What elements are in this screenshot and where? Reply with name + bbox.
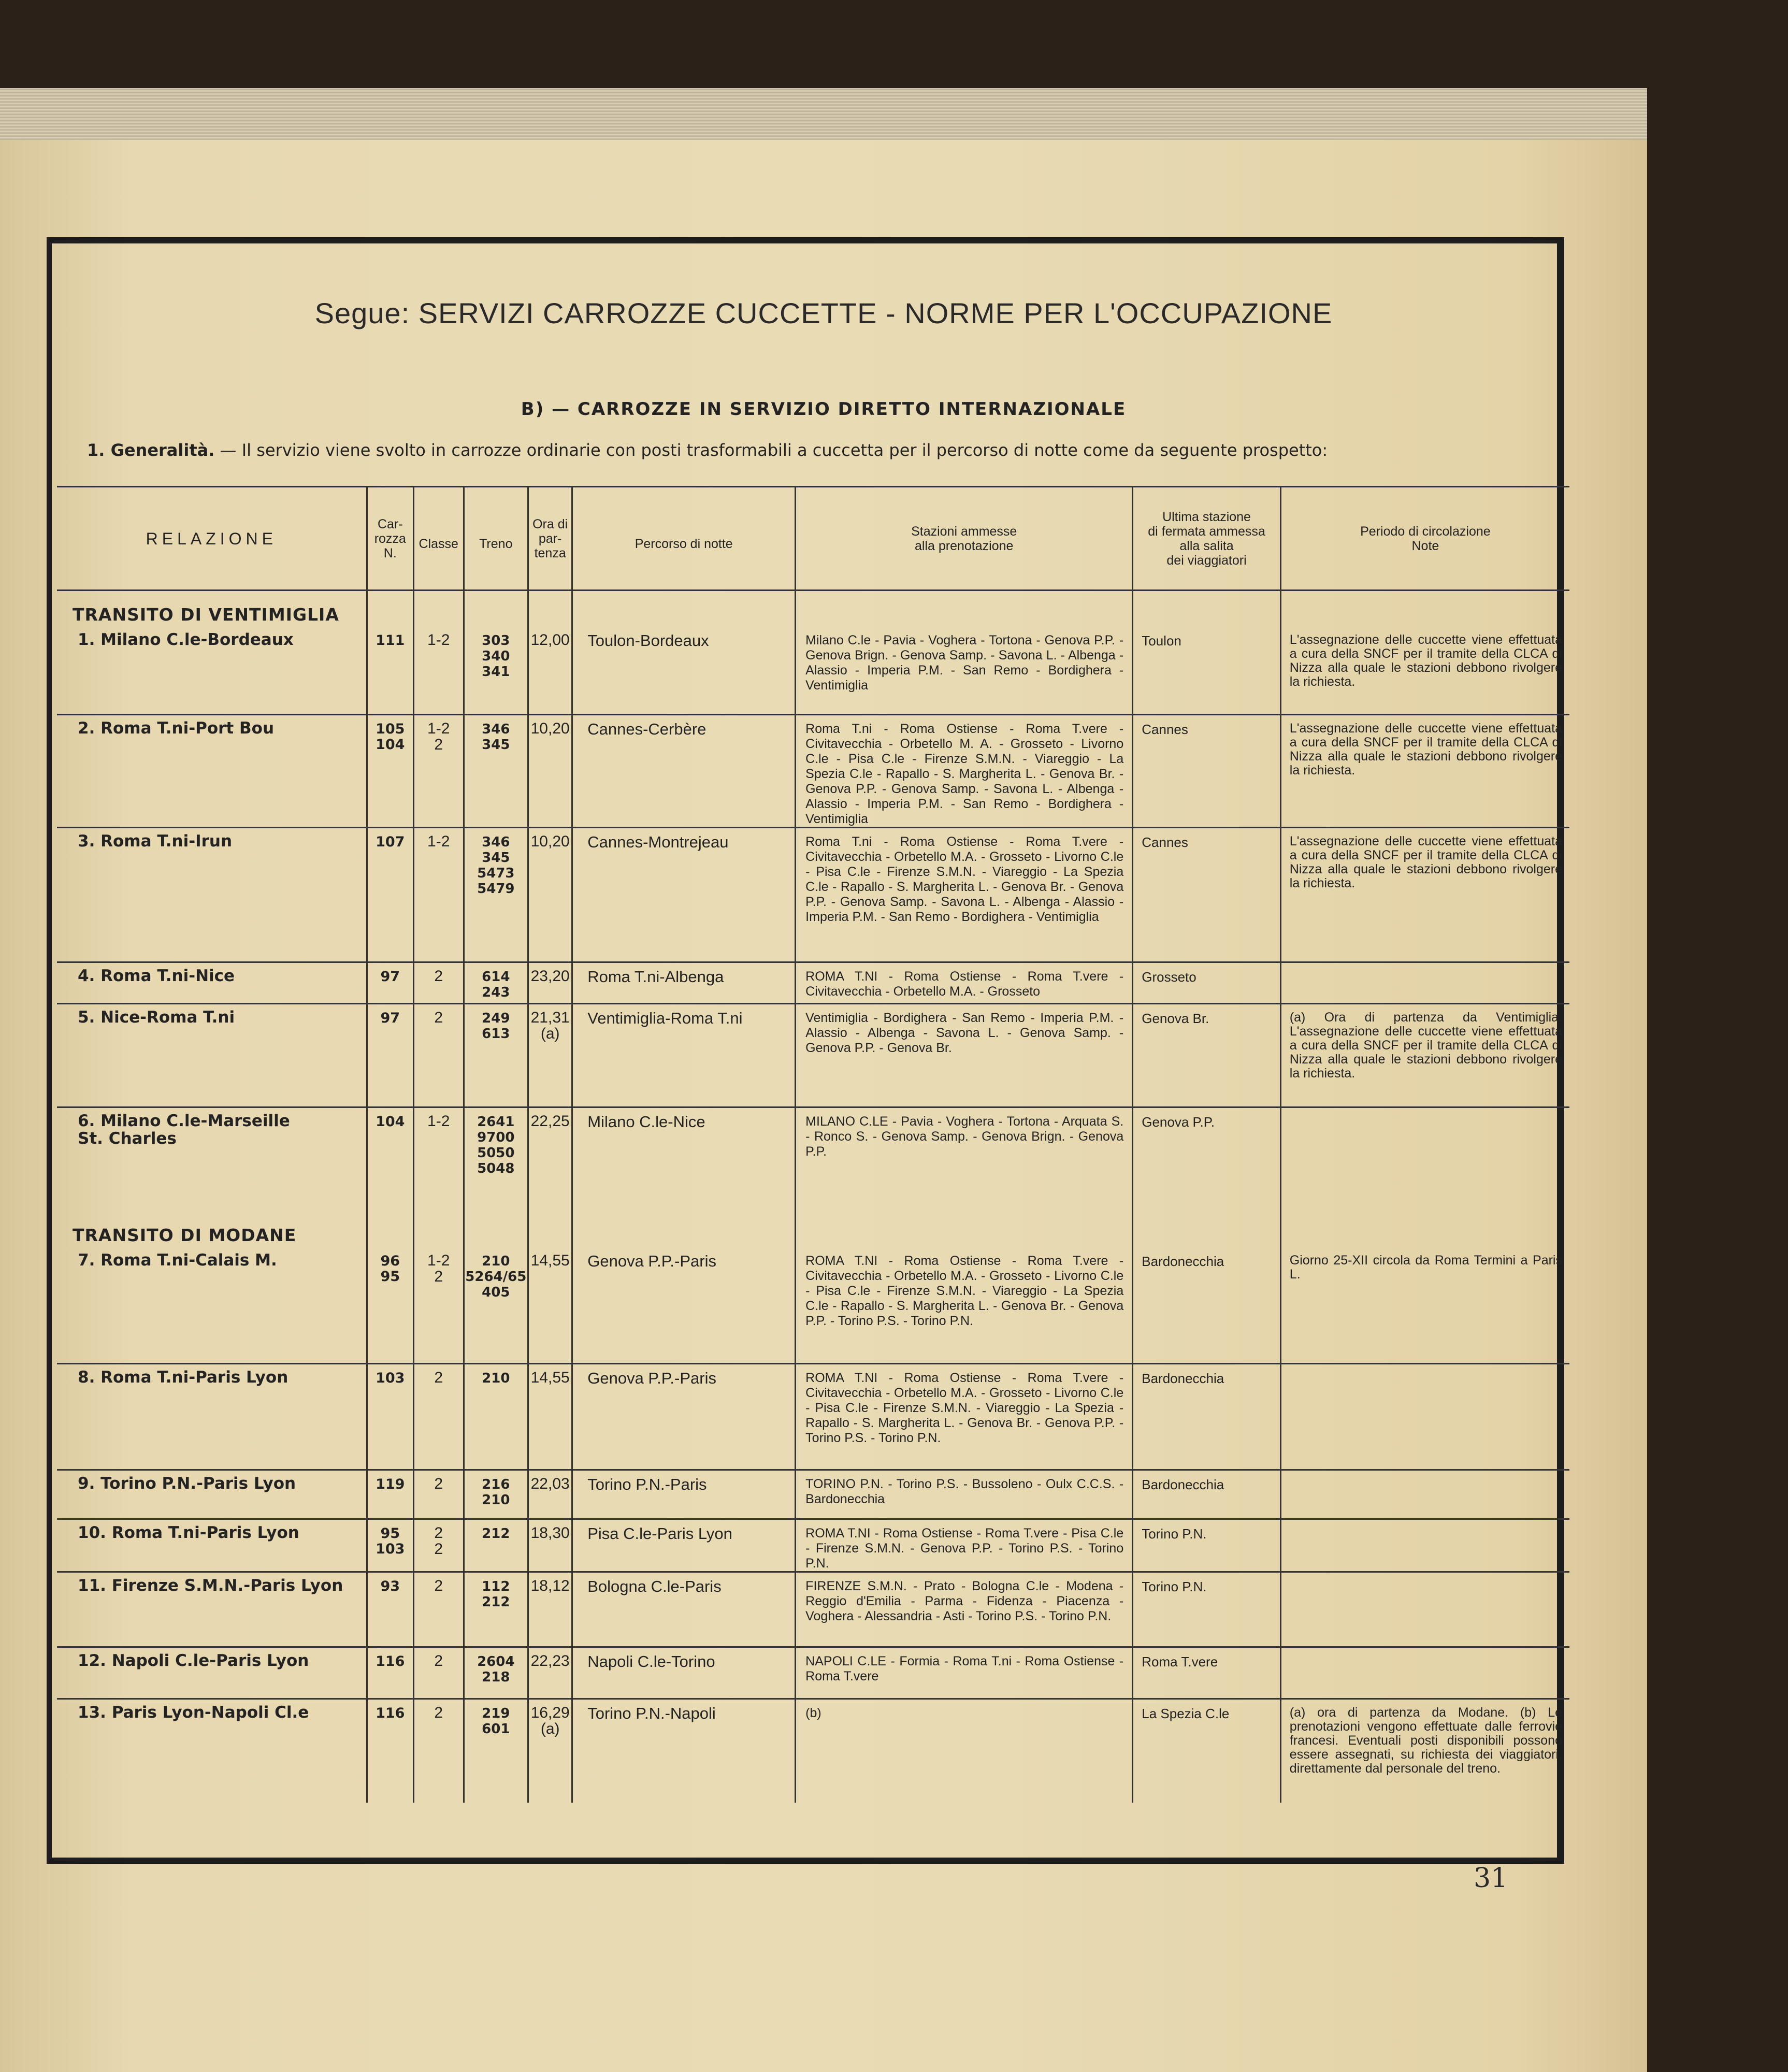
cell-stazioni: Roma T.ni - Roma Ostiense - Roma T.vere - Civitavecchia - Orbetello M.A. - Grosseto - Livorno C.le - Pisa C.le - Firenze S.M.N. - Viareggio - La Spezia C.le - Rapallo - S. Margherita L. - Genova Br. - Genova P.P. - Genova Samp. - Savona L. - Albenga - Alassio - Imperia P.M. - San Remo - Bordighera - Ventimiglia (796, 828, 1133, 962)
cell-line: 116 (376, 1705, 405, 1721)
cell-line: 112 (482, 1579, 510, 1594)
cell-line: 218 (482, 1670, 510, 1685)
cell-line: 105 (376, 721, 405, 737)
header-relazione: RELAZIONE (57, 487, 367, 591)
cell-line: 2604 (477, 1654, 515, 1670)
cell-line: 2 (434, 1541, 443, 1558)
cell-carrozza (367, 1004, 413, 1107)
cell-ultima-stazione: Roma T.vere (1133, 1647, 1281, 1699)
cell-ora (528, 1647, 572, 1699)
cell-line: 2 (434, 1652, 443, 1670)
cell-relazione (57, 1004, 367, 1107)
table-row (57, 1004, 1569, 1107)
cell-line: 2 (434, 968, 443, 985)
cell-line: 243 (482, 985, 510, 1000)
cell-treno (464, 1699, 528, 1803)
cell-line: 16,29 (530, 1704, 570, 1721)
header-ultima: Ultima stazione di fermata ammessa alla salita dei viaggiatori (1133, 487, 1281, 591)
cell-line: 10,20 (530, 833, 570, 850)
cell-relazione (57, 1247, 367, 1364)
cell-carrozza (367, 1107, 413, 1211)
cell-line: 10,20 (530, 720, 570, 737)
header-percorso: Percorso di notte (572, 487, 796, 591)
cell-line: 212 (482, 1526, 510, 1542)
table-row (57, 715, 1569, 828)
cell-line: 4. Roma T.ni-Nice (78, 967, 235, 985)
cell-treno (464, 1470, 528, 1519)
cell-line: 21,31 (530, 1009, 570, 1026)
cell-note: L'assegnazione delle cuccette viene effettuata a cura della SNCF per il tramite della CLCA di Nizza alla quale le stazioni debbono rivolgere la richiesta. (1280, 828, 1569, 962)
cell-line: 210 (482, 1371, 510, 1386)
cell-line: 345 (482, 737, 510, 753)
cell-carrozza (367, 1519, 413, 1572)
cell-ora (528, 828, 572, 962)
cell-line: 2 (434, 736, 443, 753)
cell-line: 2 (434, 1268, 443, 1285)
intro-paragraph (87, 440, 1532, 460)
cell-classe (413, 1699, 464, 1803)
cell-note (1280, 1519, 1569, 1572)
cell-stazioni: Ventimiglia - Bordighera - San Remo - Imperia P.M. - Alassio - Albenga - Savona L. - Genova Samp. - Genova P.P. - Genova Br. (796, 1004, 1133, 1107)
cell-percorso: Torino P.N.-Napoli (572, 1699, 796, 1803)
group-spacer (796, 591, 1133, 627)
cell-percorso: Roma T.ni-Albenga (572, 962, 796, 1004)
cell-line: (a) (540, 1720, 560, 1737)
cell-line: 216 (482, 1477, 510, 1492)
cell-classe (413, 1572, 464, 1647)
cell-line: 14,55 (530, 1369, 570, 1386)
table-row (57, 627, 1569, 715)
cell-line: 341 (482, 664, 510, 680)
cell-classe (413, 1519, 464, 1572)
cell-ultima-stazione: Bardonecchia (1133, 1470, 1281, 1519)
cell-line: 614 (482, 969, 510, 985)
cell-line: 5048 (477, 1161, 515, 1176)
group-spacer (464, 591, 528, 627)
cell-stazioni: ROMA T.NI - Roma Ostiense - Roma T.vere - Civitavecchia - Orbetello M.A. - Grosseto (796, 962, 1133, 1004)
cell-line: 14,55 (530, 1251, 570, 1269)
cell-line: 5264/65 (465, 1269, 527, 1285)
cell-line: 5473 (477, 866, 515, 881)
cell-line: 5050 (477, 1145, 515, 1161)
header-periodo: Periodo di circolazione Note (1280, 487, 1569, 591)
group-spacer (796, 1211, 1133, 1247)
group-title: TRANSITO DI VENTIMIGLIA (73, 604, 339, 625)
cell-ultima-stazione: Cannes (1133, 828, 1281, 962)
cell-treno (464, 1364, 528, 1470)
cell-line: 5. Nice-Roma T.ni (78, 1008, 235, 1027)
table-row (57, 1107, 1569, 1211)
cell-note (1280, 1572, 1569, 1647)
group-spacer (367, 591, 413, 627)
cell-line: 107 (376, 834, 405, 850)
intro-text: — Il servizio viene svolto in carrozze ordinarie con posti trasformabili a cuccetta per il percorso di notte come da seguente prospetto: (214, 440, 1328, 460)
cell-line: 2 (434, 1475, 443, 1492)
cell-ultima-stazione: Toulon (1133, 627, 1281, 715)
cell-ora (528, 962, 572, 1004)
cell-percorso: Cannes-Montrejeau (572, 828, 796, 962)
cell-line: (a) (540, 1025, 560, 1042)
cell-line: 405 (482, 1284, 510, 1300)
cell-line: 18,12 (530, 1577, 570, 1594)
cell-line: 11. Firenze S.M.N.-Paris Lyon (78, 1576, 343, 1595)
cell-note: (a) Ora di partenza da Ventimiglia. L'assegnazione delle cuccette viene effettuata a cura della SNCF per il tramite della CLCA di Nizza alla quale le stazioni debbono rivolgere la richiesta. (1280, 1004, 1569, 1107)
cell-ultima-stazione: Bardonecchia (1133, 1364, 1281, 1470)
cell-carrozza (367, 1364, 413, 1470)
cell-line: 93 (380, 1578, 400, 1594)
cell-stazioni: NAPOLI C.LE - Formia - Roma T.ni - Roma Ostiense - Roma T.vere (796, 1647, 1133, 1699)
group-spacer (572, 591, 796, 627)
table-row (57, 1647, 1569, 1699)
cell-line: 2 (434, 1524, 443, 1542)
cell-line: 12. Napoli C.le-Paris Lyon (78, 1651, 309, 1670)
cell-stazioni: (b) (796, 1699, 1133, 1803)
cell-relazione (57, 1519, 367, 1572)
cell-percorso: Napoli C.le-Torino (572, 1647, 796, 1699)
cell-carrozza (367, 627, 413, 715)
group-spacer (1280, 1211, 1569, 1247)
table-header (57, 487, 1569, 591)
cell-line: 12,00 (530, 631, 570, 649)
table-row (57, 1699, 1569, 1803)
group-spacer (464, 1211, 528, 1247)
cell-ultima-stazione: Grosseto (1133, 962, 1281, 1004)
cell-line: 103 (376, 1541, 405, 1557)
cell-line: 7. Roma T.ni-Calais M. (78, 1250, 277, 1270)
cell-line: 345 (482, 850, 510, 866)
cell-stazioni: ROMA T.NI - Roma Ostiense - Roma T.vere - Pisa C.le - Firenze S.M.N. - Genova P.P. - Torino P.S. - Torino P.N. (796, 1519, 1133, 1572)
cell-note: Giorno 25-XII circola da Roma Termini a Paris L. (1280, 1247, 1569, 1364)
book-page-edge (0, 88, 1647, 145)
cell-classe (413, 1107, 464, 1211)
cell-percorso: Genova P.P.-Paris (572, 1364, 796, 1470)
cell-line: 2. Roma T.ni-Port Bou (78, 719, 275, 738)
cell-treno (464, 1107, 528, 1211)
cell-carrozza (367, 1247, 413, 1364)
cell-note: L'assegnazione delle cuccette viene effettuata a cura della SNCF per il tramite della CLCA di Nizza alla quale le stazioni debbono rivolgere la richiesta. (1280, 715, 1569, 828)
cell-classe (413, 1470, 464, 1519)
cell-line: 1-2 (427, 1113, 450, 1130)
cell-ora (528, 1364, 572, 1470)
cell-percorso: Toulon-Bordeaux (572, 627, 796, 715)
table-row (57, 1470, 1569, 1519)
cell-ultima-stazione: Torino P.N. (1133, 1519, 1281, 1572)
cell-stazioni: Roma T.ni - Roma Ostiense - Roma T.vere - Civitavecchia - Orbetello M. A. - Grosseto - Livorno C.le - Pisa C.le - Firenze S.M.N. - Viareggio - La Spezia C.le - Rapallo - S. Margherita L. - Genova Br. - Genova P.P. - Genova Samp. - Savona L. - Albenga - Alassio - Imperia P.M. - San Remo - Bordighera - Ventimiglia (796, 715, 1133, 828)
cell-carrozza (367, 1470, 413, 1519)
cell-note: (a) ora di partenza da Modane. (b) Le prenotazioni vengono effettuate dalle ferrovie francesi. Eventuali posti disponibili possono essere assegnati, su richiesta dei viaggiatori, direttamente dal personale del treno. (1280, 1699, 1569, 1803)
cell-line: 104 (376, 1114, 405, 1130)
cell-relazione (57, 962, 367, 1004)
cell-relazione (57, 828, 367, 962)
cell-percorso: Genova P.P.-Paris (572, 1247, 796, 1364)
header-stazioni: Stazioni ammesse alla prenotazione (796, 487, 1133, 591)
timetable (57, 486, 1569, 1803)
cell-line: 346 (482, 834, 510, 850)
cell-carrozza (367, 1699, 413, 1803)
table-row (57, 1519, 1569, 1572)
cell-percorso: Torino P.N.-Paris (572, 1470, 796, 1519)
cell-treno (464, 715, 528, 828)
cell-line: 219 (482, 1706, 510, 1721)
cell-percorso: Cannes-Cerbère (572, 715, 796, 828)
cell-stazioni: TORINO P.N. - Torino P.S. - Bussoleno - Oulx C.C.S. - Bardonecchia (796, 1470, 1133, 1519)
cell-line: 22,23 (530, 1652, 570, 1670)
cell-ultima-stazione: Genova Br. (1133, 1004, 1281, 1107)
cell-line: 9700 (477, 1130, 515, 1145)
cell-treno (464, 962, 528, 1004)
cell-line: 210 (482, 1253, 510, 1269)
cell-line: 3. Roma T.ni-Irun (78, 832, 233, 851)
cell-stazioni: MILANO C.LE - Pavia - Voghera - Tortona - Arquata S. - Ronco S. - Genova Samp. - Genova Brign. - Genova P.P. (796, 1107, 1133, 1211)
table-row (57, 962, 1569, 1004)
cell-relazione (57, 1572, 367, 1647)
cell-line: 1-2 (427, 631, 450, 649)
cell-line: 97 (380, 1010, 400, 1026)
cell-percorso: Bologna C.le-Paris (572, 1572, 796, 1647)
cell-line: 1-2 (427, 833, 450, 850)
cell-ora (528, 1107, 572, 1211)
cell-line: 9. Torino P.N.-Paris Lyon (78, 1474, 296, 1493)
group-spacer (572, 1211, 796, 1247)
header-carrozza: Car- rozza N. (367, 487, 413, 591)
cell-line: 95 (380, 1526, 400, 1542)
cell-relazione (57, 1470, 367, 1519)
cell-ora (528, 715, 572, 828)
cell-line: 2 (434, 1704, 443, 1721)
cell-carrozza (367, 715, 413, 828)
cell-line: 1-2 (427, 720, 450, 737)
cell-stazioni: Milano C.le - Pavia - Voghera - Tortona - Genova P.P. - Genova Brign. - Genova Samp. - Savona L. - Albenga - Alassio - Imperia P.M. - San Remo - Bordighera - Ventimiglia (796, 627, 1133, 715)
cell-note: L'assegnazione delle cuccette viene effettuata a cura della SNCF per il tramite della CLCA di Nizza alla quale le stazioni debbono rivolgere la richiesta. (1280, 627, 1569, 715)
cell-ora (528, 1699, 572, 1803)
cell-line: 95 (380, 1268, 400, 1285)
cell-relazione (57, 1107, 367, 1211)
group-spacer (367, 1211, 413, 1247)
group-spacer (528, 591, 572, 627)
group-spacer (1133, 1211, 1281, 1247)
cell-line: 96 (380, 1253, 400, 1269)
group-spacer (1280, 591, 1569, 627)
cell-line: 116 (376, 1653, 405, 1670)
cell-line: 601 (482, 1721, 510, 1737)
cell-line: 6. Milano C.le-Marseille (78, 1112, 290, 1130)
cell-stazioni: ROMA T.NI - Roma Ostiense - Roma T.vere - Civitavecchia - Orbetello M.A. - Grosseto - Livorno C.le - Pisa C.le - Firenze S.M.N. - Viareggio - La Spezia - Rapallo - S. Margherita L. - Genova Br. - Genova P.P. - Torino P.S. - Torino P.N. (796, 1364, 1133, 1470)
cell-line: St. Charles (78, 1129, 177, 1148)
cell-classe (413, 715, 464, 828)
cell-line: 303 (482, 632, 510, 649)
cell-line: 2 (434, 1369, 443, 1386)
cell-classe (413, 828, 464, 962)
group-spacer (1133, 591, 1281, 627)
cell-line: 340 (482, 648, 510, 664)
cell-carrozza (367, 962, 413, 1004)
cell-classe (413, 962, 464, 1004)
table-row (57, 1364, 1569, 1470)
cell-line: 249 (482, 1011, 510, 1026)
cell-relazione (57, 715, 367, 828)
header-classe: Classe (413, 487, 464, 591)
header-ora: Ora di par- tenza (528, 487, 572, 591)
cell-treno (464, 1647, 528, 1699)
cell-carrozza (367, 828, 413, 962)
cell-line: 13. Paris Lyon-Napoli Cl.e (78, 1703, 309, 1722)
cell-line: 2 (434, 1009, 443, 1026)
cell-line: 119 (376, 1476, 405, 1492)
cell-treno (464, 1519, 528, 1572)
cell-treno (464, 1247, 528, 1364)
table-body (57, 591, 1569, 1803)
cell-line: 212 (482, 1594, 510, 1610)
cell-classe (413, 1364, 464, 1470)
cell-carrozza (367, 1572, 413, 1647)
cell-line: 613 (482, 1026, 510, 1042)
cell-line: 97 (380, 969, 400, 985)
cell-treno (464, 828, 528, 962)
cell-line: 10. Roma T.ni-Paris Lyon (78, 1523, 299, 1542)
group-row (57, 591, 1569, 627)
cell-ultima-stazione: Cannes (1133, 715, 1281, 828)
cell-line: 2641 (477, 1114, 515, 1130)
cell-relazione (57, 627, 367, 715)
cell-note (1280, 1470, 1569, 1519)
group-title: TRANSITO DI MODANE (73, 1225, 297, 1245)
cell-ultima-stazione: Torino P.N. (1133, 1572, 1281, 1647)
table-row (57, 1572, 1569, 1647)
cell-ora (528, 1519, 572, 1572)
cell-ultima-stazione: Bardonecchia (1133, 1247, 1281, 1364)
cell-line: 22,25 (530, 1113, 570, 1130)
table-row (57, 828, 1569, 962)
cell-percorso: Milano C.le-Nice (572, 1107, 796, 1211)
cell-note (1280, 1364, 1569, 1470)
cell-treno (464, 1004, 528, 1107)
page-title: Segue: SERVIZI CARROZZE CUCCETTE - NORME PER L'OCCUPAZIONE (314, 297, 1333, 329)
cell-line: 2 (434, 1577, 443, 1594)
cell-stazioni: ROMA T.NI - Roma Ostiense - Roma T.vere - Civitavecchia - Orbetello M.A. - Grosseto - Livorno C.le - Pisa C.le - Firenze S.M.N. - Viareggio - La Spezia C.le - Rapallo - S. Margherita L. - Genova Br. - Genova P.P. - Torino P.S. - Torino P.N. (796, 1247, 1133, 1364)
cell-line: 1. Milano C.le-Bordeaux (78, 630, 294, 649)
cell-line: 103 (376, 1370, 405, 1386)
cell-line: 8. Roma T.ni-Paris Lyon (78, 1368, 289, 1387)
cell-treno (464, 627, 528, 715)
cell-line: 22,03 (530, 1475, 570, 1492)
cell-line: 18,30 (530, 1524, 570, 1542)
cell-classe (413, 1004, 464, 1107)
cell-ora (528, 1004, 572, 1107)
cell-note (1280, 962, 1569, 1004)
cell-line: 23,20 (530, 968, 570, 985)
cell-line: 111 (376, 632, 405, 649)
cell-relazione (57, 1647, 367, 1699)
group-row (57, 1211, 1569, 1247)
group-spacer (413, 1211, 464, 1247)
cell-note (1280, 1647, 1569, 1699)
intro-label: 1. Generalità. (87, 440, 215, 460)
cell-carrozza (367, 1647, 413, 1699)
cell-percorso: Ventimiglia-Roma T.ni (572, 1004, 796, 1107)
cell-ora (528, 627, 572, 715)
section-title: B) — CARROZZE IN SERVIZIO DIRETTO INTERNAZIONALE (521, 399, 1127, 420)
cell-stazioni: FIRENZE S.M.N. - Prato - Bologna C.le - Modena - Reggio d'Emilia - Parma - Fidenza - Piacenza - Voghera - Alessandria - Asti - Torino P.S. - Torino P.N. (796, 1572, 1133, 1647)
cell-line: 346 (482, 722, 510, 737)
page-number: 31 (1474, 1863, 1508, 1894)
cell-relazione (57, 1699, 367, 1803)
cell-line: 104 (376, 737, 405, 753)
cell-ora (528, 1470, 572, 1519)
cell-ora (528, 1247, 572, 1364)
cell-percorso: Pisa C.le-Paris Lyon (572, 1519, 796, 1572)
cell-note (1280, 1107, 1569, 1211)
cell-classe (413, 1647, 464, 1699)
cell-line: 210 (482, 1492, 510, 1508)
cell-relazione (57, 1364, 367, 1470)
cell-treno (464, 1572, 528, 1647)
group-spacer (528, 1211, 572, 1247)
table-row (57, 1247, 1569, 1364)
cell-line: 1-2 (427, 1251, 450, 1269)
cell-line: 5479 (477, 881, 515, 897)
cell-ora (528, 1572, 572, 1647)
cell-classe (413, 1247, 464, 1364)
group-spacer (413, 591, 464, 627)
cell-ultima-stazione: La Spezia C.le (1133, 1699, 1281, 1803)
header-treno: Treno (464, 487, 528, 591)
cell-ultima-stazione: Genova P.P. (1133, 1107, 1281, 1211)
cell-classe (413, 627, 464, 715)
